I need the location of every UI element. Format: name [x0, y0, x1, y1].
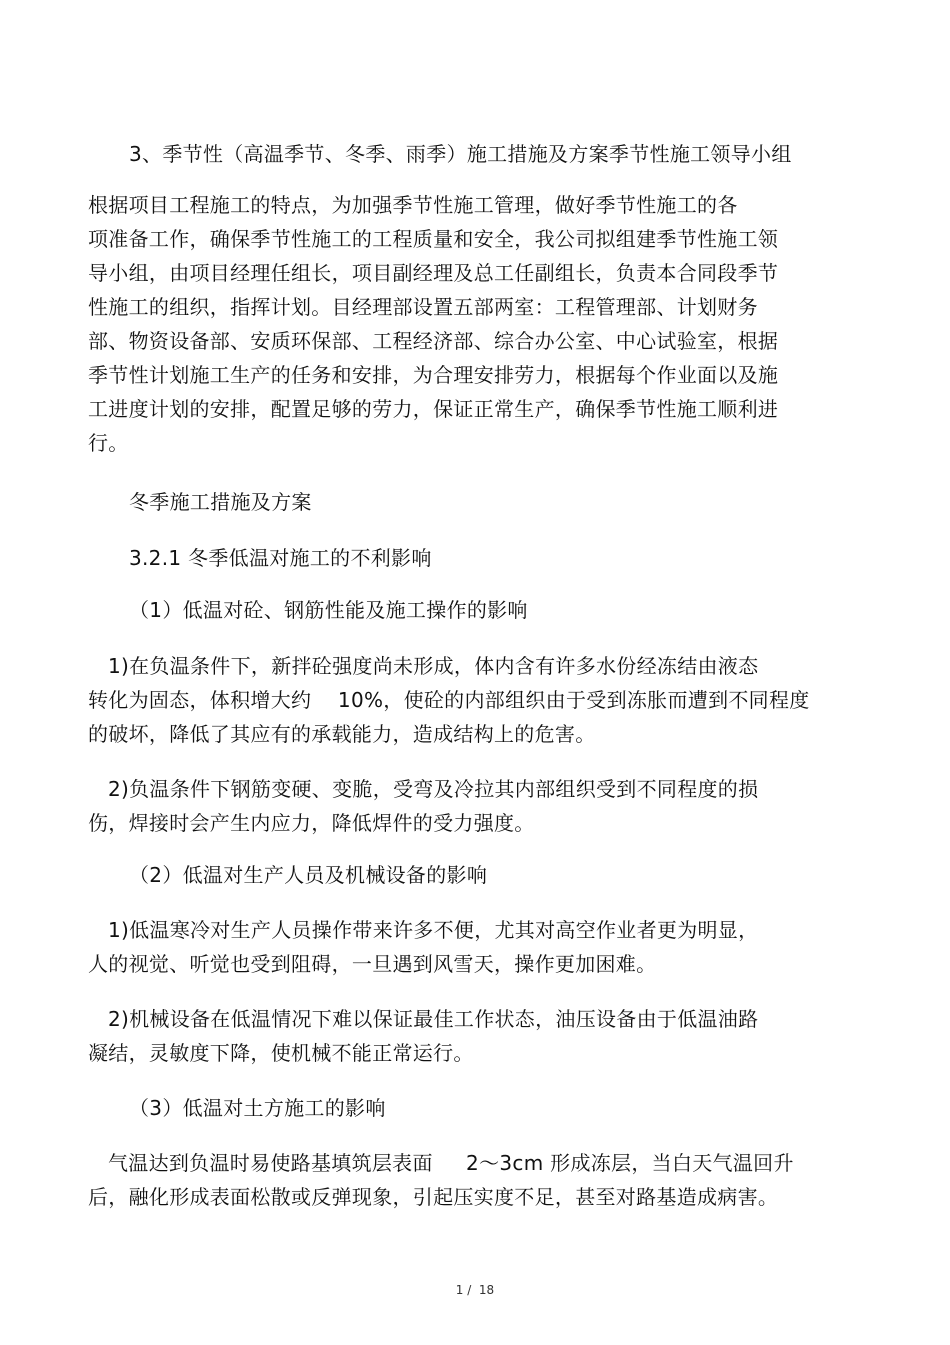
subsection-2-item-2: 2)机械设备在低温情况下难以保证最佳工作状态，油压设备由于低温油路 凝结，灵敏度下降，使机械不能正常运行。 — [88, 1007, 759, 1065]
paragraph-lead: 根据项目工程施工的特点，为加强季节性施工管理，做好季节性施工的各 项准备工作，确保季节性施工的工程质量和安全，我公司拟组建季节性施工领 导小组，由项目经理任组长，项目副经理及总工任副组长，负责本合同段季节 性施工的组织，指挥计划。目经理部设置五部两室：工程管理部、计划财务 部、物资设备部、安质环保部、工程经济部、综合办公室、中心试验室，根据 季节性计划施工生产的任务和安排，为合理安排劳力，根据每个作业面以及施 工进度计划的安排，配置足够的劳力，保证正常生产，确保季节性施工顺利进 行。 — [88, 193, 779, 455]
subsection-3-item-1: 气温达到负温时易使路基填筑层表面 2～3cm 形成冻层，当白天气温回升 后，融化形成表面松散或反弹现象，引起压实度不足，甚至对路基造成病害。 — [88, 1151, 794, 1209]
winter-measures-title: 冬季施工措施及方案 — [129, 490, 312, 514]
subsection-2-title: （2）低温对生产人员及机械设备的影响 — [129, 863, 488, 887]
subsection-1-item-1: 1)在负温条件下，新拌砼强度尚未形成，体内含有许多水份经冻结由液态 转化为固态，体积增大约 10%，使砼的内部组织由于受到冻胀而遭到不同程度 的破坏，降低了其应有的承载能力，造成结构上的危害。 — [88, 654, 810, 746]
subsection-1-title: （1）低温对砼、钢筋性能及施工操作的影响 — [129, 598, 528, 622]
subsection-2-item-1: 1)低温寒冷对生产人员操作带来许多不便，尤其对高空作业者更为明显， 人的视觉、听觉也受到阻碍，一旦遇到风雪天，操作更加困难。 — [88, 918, 759, 976]
section-321-title: 3.2.1 冬季低温对施工的不利影响 — [129, 546, 432, 570]
subsection-1-item-2: 2)负温条件下钢筋变硬、变脆，受弯及冷拉其内部组织受到不同程度的损 伤，焊接时会产生内应力，降低焊件的受力强度。 — [88, 777, 759, 835]
page-number: 1 / 18 — [455, 1283, 495, 1297]
section-heading: 3、季节性（高温季节、冬季、雨季）施工措施及方案季节性施工领导小组 — [129, 142, 792, 166]
subsection-3-title: （3）低温对土方施工的影响 — [129, 1096, 386, 1120]
